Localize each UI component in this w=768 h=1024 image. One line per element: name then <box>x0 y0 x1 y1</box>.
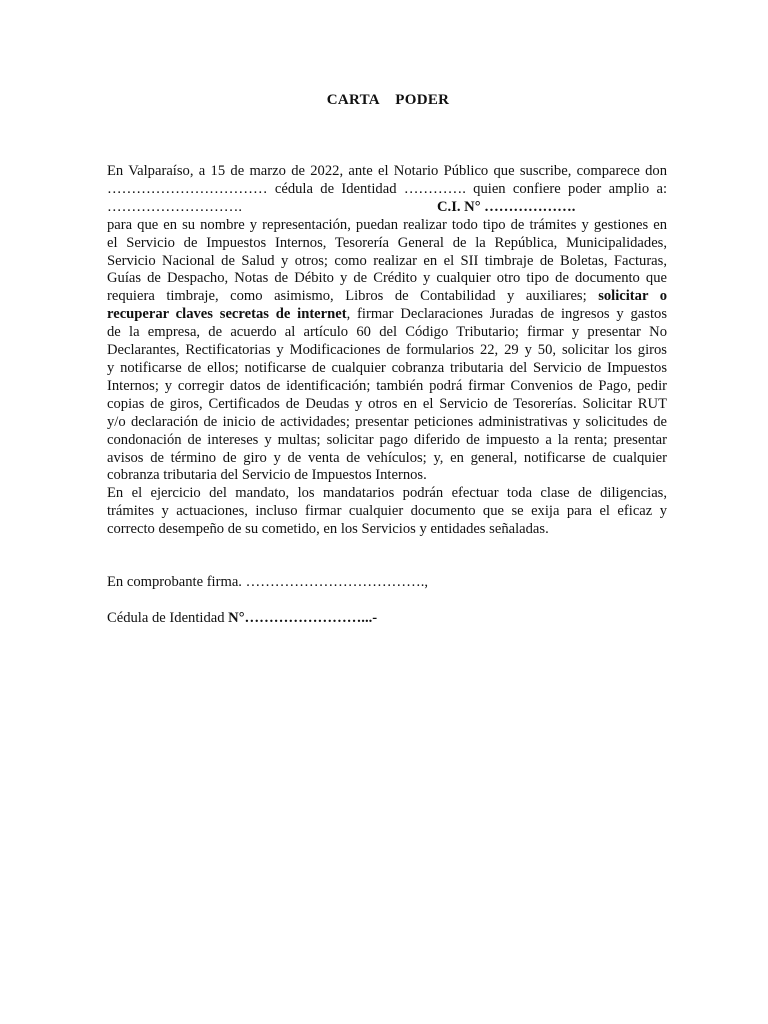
body-line-bold-end <box>107 306 667 324</box>
document-title: CARTA PODER <box>326 92 450 108</box>
body-line: y notificarse de ellos; notificarse de cualquier cobranza tributaria del Servicio de Impuestos <box>107 359 667 376</box>
body-line: de la empresa, de acuerdo al artículo 60 del Código Tributario; firmar y presentar No <box>107 324 667 341</box>
para2-line-last: correcto desempeño de su cometido, en los Servicios y entidades señaladas. <box>107 521 549 538</box>
signature-label: En comprobante firma. <box>107 574 246 590</box>
attorney-name-blank: ………………………. <box>107 198 242 215</box>
signature-blank: ………………………………., <box>245 574 429 590</box>
body-line: condonación de intereses y multas; solicitar pago diferido de impuesto a la renta; presentar <box>107 431 667 448</box>
body-line: Servicio Nacional de Salud y otros; como realizar en el SII timbraje de Boletas, Facturas, <box>107 252 667 269</box>
body-text: , firmar Declaraciones Juradas de ingresos y gastos <box>346 306 667 323</box>
body-line: y/o declaración de inicio de actividades; presentar peticiones administrativas y solicitudes de <box>107 413 667 430</box>
body-line: el Servicio de Impuestos Internos, Tesorería General de la República, Municipalidades, <box>107 234 667 251</box>
ci-number-blank: C.I. N° ………………. <box>437 198 576 215</box>
body-line: avisos de término de giro y de venta de vehículos; y, en general, notificarse de cualquier <box>107 449 667 466</box>
intro-line-3 <box>107 199 667 217</box>
body-line: para que en su nombre y representación, puedan realizar todo tipo de trámites y gestiones en <box>107 216 667 233</box>
body-line: Declarantes, Rectificatorias y Modificaciones de formularios 22, 29 y 50, solicitar los giros <box>107 342 667 359</box>
bold-text: solicitar o <box>598 288 667 305</box>
body-line: Internos; y corregir datos de identificación; también podrá firmar Convenios de Pago, pedir <box>107 377 667 394</box>
document-body <box>107 163 667 539</box>
body-line-bold-start <box>107 288 667 306</box>
para2-line: trámites y actuaciones, incluso firmar cualquier documento que se exija para el eficaz y <box>107 503 667 520</box>
intro-line-2: …………………………… cédula de Identidad …………. quien confiere poder amplio a: <box>107 180 667 197</box>
body-line: Guías de Despacho, Notas de Débito y de Crédito y cualquier otro tipo de documento que <box>107 270 667 287</box>
signature-line <box>107 574 428 591</box>
intro-line-1: En Valparaíso, a 15 de marzo de 2022, ante el Notario Público que suscribe, comparece don <box>107 163 667 179</box>
id-number-label: Cédula de Identidad <box>107 610 229 626</box>
body-line-last: cobranza tributaria del Servicio de Impuestos Internos. <box>107 467 427 484</box>
id-number-line <box>107 610 377 627</box>
body-text: requiera timbraje, como asimismo, Libros de Contabilidad y auxiliares; <box>107 288 599 305</box>
id-number-blank: N°……………………...- <box>228 610 378 626</box>
para2-line: En el ejercicio del mandato, los mandatarios podrán efectuar toda clase de diligencias, <box>107 485 667 502</box>
bold-text: recuperar claves secretas de internet <box>107 306 347 323</box>
body-line: copias de giros, Certificados de Deudas y otros en el Servicio de Tesorerías. Solicitar RUT <box>107 395 667 412</box>
